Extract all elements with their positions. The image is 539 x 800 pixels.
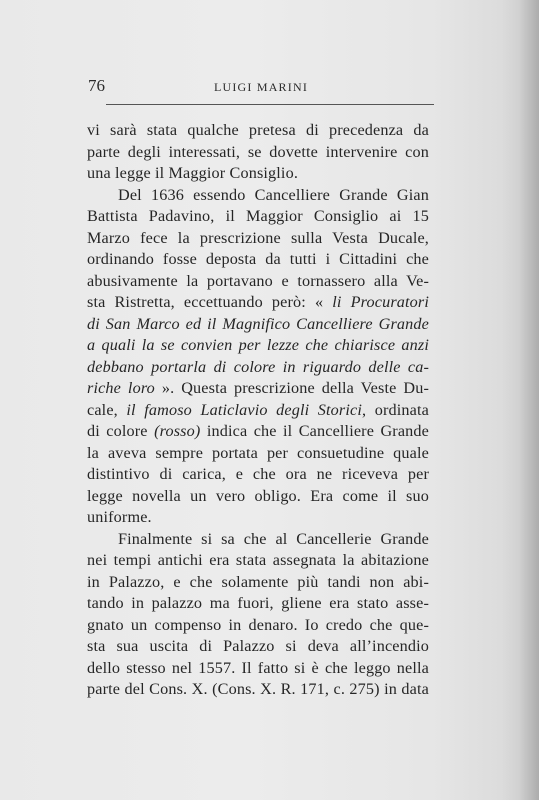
text-line	[87, 378, 429, 400]
quoted-italic-text: riche loro	[87, 379, 155, 397]
text-line	[87, 292, 429, 314]
running-head: LUIGI MARINI	[213, 80, 309, 94]
text-line	[87, 357, 429, 379]
text-line: in Palazzo, e che solamente più tandi non abi-	[87, 572, 429, 591]
text-line	[87, 421, 429, 443]
text-line: Finalmente si sa che al Cancellerie Grande	[118, 529, 429, 548]
header-rule	[106, 104, 434, 105]
text-line: Battista Padavino, il Maggior Consiglio ai 15	[87, 207, 429, 225]
text-line: abusivamente la portavano e tornassero alla Ve-	[87, 271, 429, 290]
text-line: una legge il Maggior Consiglio.	[87, 164, 299, 182]
quoted-italic-text: di San Marco ed il Magnifico Cancelliere Grande	[87, 314, 429, 333]
text-segment: indica che il Cancelliere Grande	[206, 422, 430, 440]
text-line: parte degli interessati, se dovette intervenire con	[87, 142, 429, 161]
italic-text: (rosso)	[154, 422, 201, 440]
text-line: legge novella un vero obligo. Era come il suo	[87, 486, 429, 505]
body-text	[87, 120, 429, 701]
text-line: sta sua uscita di Palazzo si deva all’incendio	[87, 637, 429, 655]
quoted-italic-text: li Procuratori	[332, 293, 429, 311]
text-line	[87, 314, 429, 336]
text-line: tando in palazzo ma fuori, gliene era stato asse-	[87, 594, 429, 612]
page-number: 76	[88, 76, 105, 95]
text-line	[87, 400, 429, 422]
text-line: parte del Cons. X. (Cons. X. R. 171, c. 275) in data	[87, 680, 429, 698]
quoted-italic-text: debbano portarla di colore in riguardo delle ca-	[87, 357, 429, 376]
text-line: gnato un compenso in denaro. Io credo che que-	[87, 615, 429, 634]
text-segment: , ordinata	[362, 400, 429, 419]
text-segment: di colore	[87, 422, 148, 440]
text-line	[87, 335, 429, 357]
text-line: la aveva sempre portata per consuetudine quale	[87, 443, 429, 462]
text-line: uniforme.	[87, 508, 152, 526]
italic-text: il famoso Laticlavio degli Storici	[126, 400, 363, 419]
text-line: Del 1636 essendo Cancelliere Grande Gian	[118, 185, 429, 204]
page-header	[88, 76, 434, 96]
text-line: dello stesso nel 1557. Il fatto si è che leggo nella	[87, 658, 429, 677]
text-segment: ». Questa prescrizione della Veste Du-	[154, 379, 429, 397]
text-line: ordinando fosse deposta da tutti i Cittadini che	[87, 250, 429, 268]
text-line: Marzo fece la prescrizione sulla Vesta Ducale,	[87, 228, 429, 247]
text-segment: cale,	[87, 400, 118, 419]
text-segment: sta Ristretta, eccettuando però: «	[87, 293, 324, 311]
text-line: distintivo di carica, e che ora ne riceveva per	[87, 465, 429, 483]
quoted-italic-text: a quali la se convien per lezze che chiarisce anzi	[87, 336, 429, 354]
text-line: nei tempi antichi era stata assegnata la abitazione	[87, 551, 429, 569]
text-line: vi sarà stata qualche pretesa di precedenza da	[87, 121, 429, 139]
